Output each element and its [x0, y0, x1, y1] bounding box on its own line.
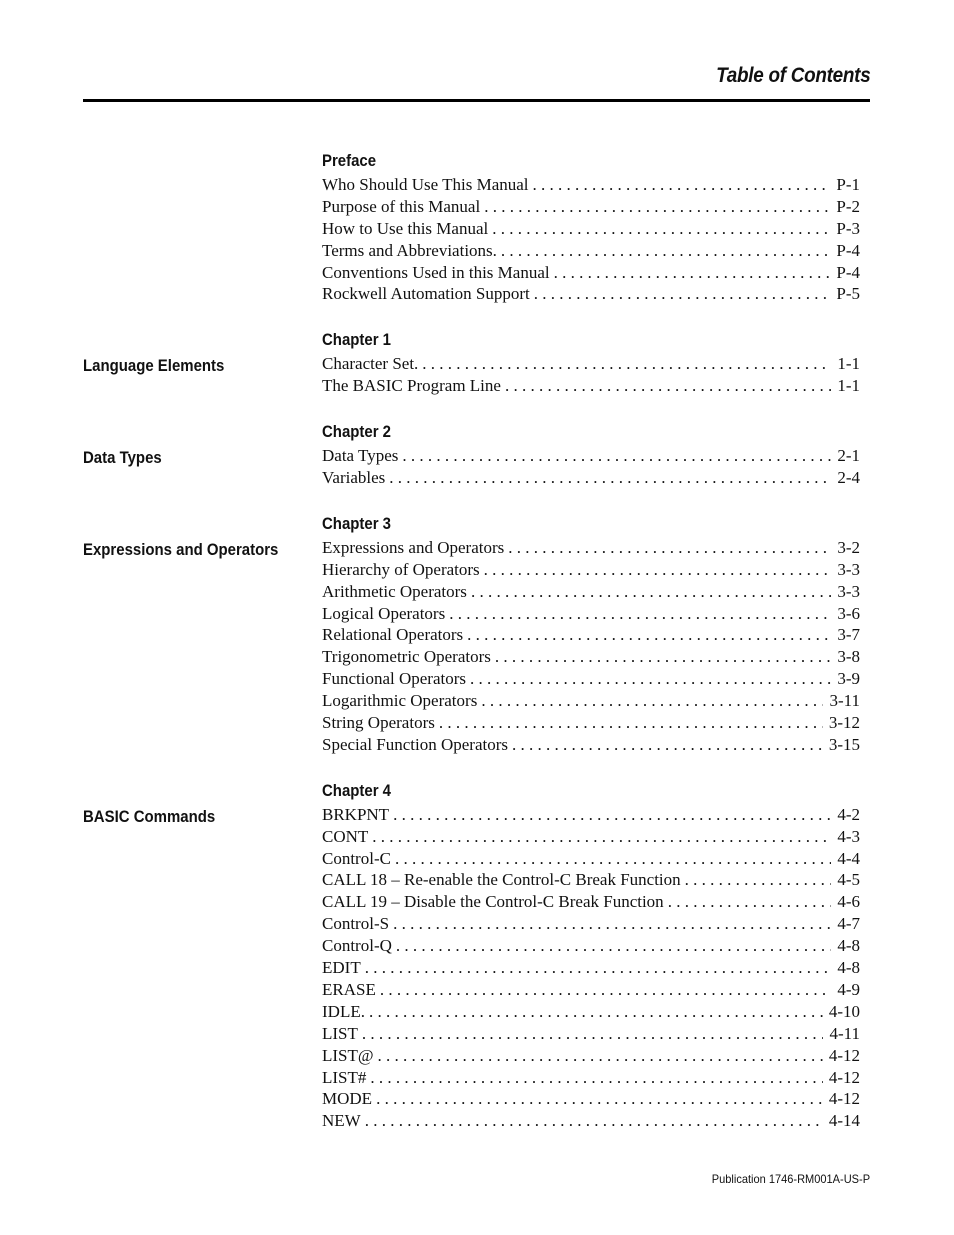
toc-entry-title: Who Should Use This Manual: [322, 175, 529, 194]
toc-entry[interactable]: [322, 690, 860, 712]
dot-leader: [467, 624, 831, 646]
dot-leader: [534, 283, 831, 305]
dot-leader: [439, 712, 823, 734]
toc-entry[interactable]: [322, 668, 860, 690]
toc-entry-title: Arithmetic Operators: [322, 581, 467, 601]
toc-entry[interactable]: [322, 1067, 860, 1089]
chapter-label: Chapter 4: [322, 780, 392, 800]
toc-section: [0, 419, 954, 489]
toc-entry-title: CONT: [322, 826, 369, 846]
toc-entry-page: 4-3: [837, 826, 860, 846]
publication-footer: Publication 1746-RM001A-US-P: [711, 1172, 870, 1186]
toc-entry[interactable]: [322, 935, 860, 957]
toc-entry-page: 3-9: [837, 669, 860, 689]
toc-entry[interactable]: [322, 283, 860, 305]
toc-entry[interactable]: [322, 734, 860, 756]
toc-entry-title: Special Function Operators: [322, 734, 509, 754]
dot-leader: [395, 848, 831, 870]
toc-entry[interactable]: [322, 848, 860, 870]
toc-entry[interactable]: [322, 375, 860, 397]
toc-entry-page: 4-2: [837, 804, 860, 824]
dot-leader: [370, 1067, 822, 1089]
chapter-title: Data Types: [83, 448, 162, 468]
toc-entry-page: 3-6: [837, 603, 860, 623]
toc-entry[interactable]: [322, 712, 860, 734]
toc-entry[interactable]: [322, 218, 860, 240]
dot-leader: [554, 262, 831, 284]
dot-leader: [685, 869, 832, 891]
toc-entry-page: 3-11: [829, 691, 860, 711]
toc-entry-title: Data Types: [322, 446, 399, 466]
toc-entry-title: Hierarchy of Operators: [322, 559, 480, 579]
toc-entry-title: MODE: [322, 1089, 373, 1109]
toc-entry-page: 3-8: [837, 647, 860, 667]
toc-entry[interactable]: [322, 957, 860, 979]
toc-entry[interactable]: [322, 174, 860, 196]
toc-section: [0, 511, 954, 756]
toc-section: [0, 148, 954, 305]
toc-section: [0, 778, 954, 1132]
toc-entry-page: 3-3: [837, 581, 860, 601]
toc-entry-page: P-4: [836, 262, 860, 282]
chapter-label: Chapter 1: [322, 330, 392, 350]
toc-entry-title: How to Use this Manual: [322, 218, 489, 238]
chapter-title: BASIC Commands: [83, 806, 216, 826]
toc-entry-page: 4-9: [837, 979, 860, 999]
toc-entry-title: LIST#: [322, 1067, 367, 1087]
toc-entry[interactable]: [322, 826, 860, 848]
toc-entry-page: 3-15: [828, 734, 860, 754]
dot-leader: [470, 668, 831, 690]
dot-leader: [389, 467, 831, 489]
toc-entry-page: 4-4: [837, 848, 860, 868]
toc-entry-title: EDIT: [322, 958, 361, 978]
chapter-title: Expressions and Operators: [83, 539, 279, 559]
dot-leader: [369, 1001, 823, 1023]
toc-entry-title: String Operators: [322, 713, 435, 733]
toc-entry-title: Logical Operators: [322, 603, 446, 623]
dot-leader: [365, 957, 832, 979]
toc-entry[interactable]: [322, 240, 860, 262]
dot-leader: [365, 1110, 823, 1132]
toc-entry-title: The BASIC Program Line: [322, 376, 501, 396]
toc-entry-page: P-2: [836, 196, 860, 216]
dot-leader: [484, 196, 830, 218]
toc-entry[interactable]: [322, 1001, 860, 1023]
toc-entry-title: Trigonometric Operators: [322, 647, 491, 667]
toc-entry-page: P-3: [836, 218, 860, 238]
toc-entry[interactable]: [322, 804, 860, 826]
toc-entry-page: 4-8: [837, 936, 860, 956]
dot-leader: [484, 559, 832, 581]
dot-leader: [449, 603, 831, 625]
dot-leader: [501, 240, 830, 262]
toc-entry[interactable]: [322, 913, 860, 935]
toc-entry[interactable]: [322, 1023, 860, 1045]
toc-entry-title: Relational Operators: [322, 625, 464, 645]
dot-leader: [402, 445, 831, 467]
toc-entry-title: Control-C: [322, 848, 391, 868]
dot-leader: [372, 826, 831, 848]
toc-entry[interactable]: [322, 1110, 860, 1132]
toc-entry-title: IDLE.: [322, 1001, 365, 1021]
toc-entry-page: 4-8: [837, 958, 860, 978]
toc-entry[interactable]: [322, 353, 860, 375]
dot-leader: [495, 646, 831, 668]
toc-entry-page: 1-1: [837, 376, 860, 396]
toc-entry-page: 4-10: [828, 1001, 860, 1021]
dot-leader: [393, 804, 831, 826]
toc-entry-page: 4-11: [829, 1023, 860, 1043]
toc-entry[interactable]: [322, 581, 860, 603]
toc-entry-page: 4-6: [837, 892, 860, 912]
dot-leader: [471, 581, 831, 603]
toc-entry-title: Conventions Used in this Manual: [322, 262, 550, 282]
toc-entry-page: P-4: [836, 240, 860, 260]
dot-leader: [378, 1045, 823, 1067]
dot-leader: [508, 537, 831, 559]
toc-entry-title: Purpose of this Manual: [322, 196, 481, 216]
dot-leader: [396, 935, 831, 957]
toc-entry[interactable]: [322, 467, 860, 489]
toc-entry-title: Control-S: [322, 914, 390, 934]
toc-entry[interactable]: [322, 646, 860, 668]
toc-entry-title: NEW: [322, 1111, 361, 1131]
dot-leader: [362, 1023, 824, 1045]
toc-entry-title: ERASE: [322, 979, 376, 999]
chapter-label: Preface: [322, 151, 377, 170]
toc-entry[interactable]: [322, 262, 860, 284]
toc-entry-page: 4-12: [828, 1089, 860, 1109]
toc-entry[interactable]: [322, 445, 860, 467]
toc-entry-page: 3-3: [837, 559, 860, 579]
toc-entry-title: Rockwell Automation Support: [322, 284, 530, 304]
dot-leader: [380, 979, 831, 1001]
toc-entry-title: LIST: [322, 1023, 358, 1043]
toc-entry[interactable]: [322, 1088, 860, 1110]
toc-entry-page: P-5: [836, 284, 860, 304]
toc-entry[interactable]: [322, 979, 860, 1001]
toc-entry-page: 4-12: [828, 1067, 860, 1087]
table-of-contents: [0, 148, 954, 1154]
toc-section: [0, 327, 954, 397]
toc-entry-page: 4-7: [837, 914, 860, 934]
toc-entry-title: Functional Operators: [322, 669, 466, 689]
toc-entry-page: 1-1: [837, 354, 860, 374]
dot-leader: [393, 913, 831, 935]
toc-entry-title: Variables: [322, 468, 386, 488]
toc-entry[interactable]: [322, 559, 860, 581]
toc-entry-title: Terms and Abbreviations.: [322, 240, 497, 260]
dot-leader: [533, 174, 831, 196]
toc-entry-title: Logarithmic Operators: [322, 691, 478, 711]
header-rule: [83, 99, 870, 102]
toc-entry[interactable]: [322, 1045, 860, 1067]
toc-entry-page: 3-12: [828, 713, 860, 733]
toc-entry[interactable]: [322, 537, 860, 559]
toc-entry-title: CALL 18 – Re-enable the Control-C Break Function: [322, 870, 681, 890]
toc-entry-title: CALL 19 – Disable the Control-C Break Function: [322, 892, 664, 912]
toc-entry-page: 4-5: [837, 870, 860, 890]
toc-entry-page: 4-14: [828, 1111, 860, 1131]
toc-entry-page: P-1: [836, 175, 860, 194]
toc-entry[interactable]: [322, 624, 860, 646]
toc-entry[interactable]: [322, 869, 860, 891]
chapter-label: Chapter 2: [322, 422, 392, 442]
toc-entry[interactable]: [322, 891, 860, 913]
toc-entry[interactable]: [322, 196, 860, 218]
toc-entry-page: 2-4: [837, 468, 860, 488]
dot-leader: [481, 690, 823, 712]
toc-entry-title: Character Set.: [322, 354, 419, 374]
toc-entry-title: LIST@: [322, 1045, 374, 1065]
dot-leader: [512, 734, 823, 756]
toc-entry-page: 2-1: [837, 446, 860, 466]
dot-leader: [505, 375, 831, 397]
chapter-label: Chapter 3: [322, 513, 392, 533]
toc-entry-title: Expressions and Operators: [322, 537, 505, 557]
toc-entry-page: 4-12: [828, 1045, 860, 1065]
toc-entry-title: Control-Q: [322, 936, 392, 956]
dot-leader: [492, 218, 830, 240]
toc-entry-title: BRKPNT: [322, 804, 390, 824]
page-header-title: Table of Contents: [715, 64, 870, 87]
toc-entry-page: 3-2: [837, 537, 860, 557]
dot-leader: [422, 353, 831, 375]
dot-leader: [668, 891, 832, 913]
toc-entry[interactable]: [322, 603, 860, 625]
toc-entry-page: 3-7: [837, 625, 860, 645]
dot-leader: [376, 1088, 823, 1110]
chapter-title: Language Elements: [83, 356, 225, 376]
